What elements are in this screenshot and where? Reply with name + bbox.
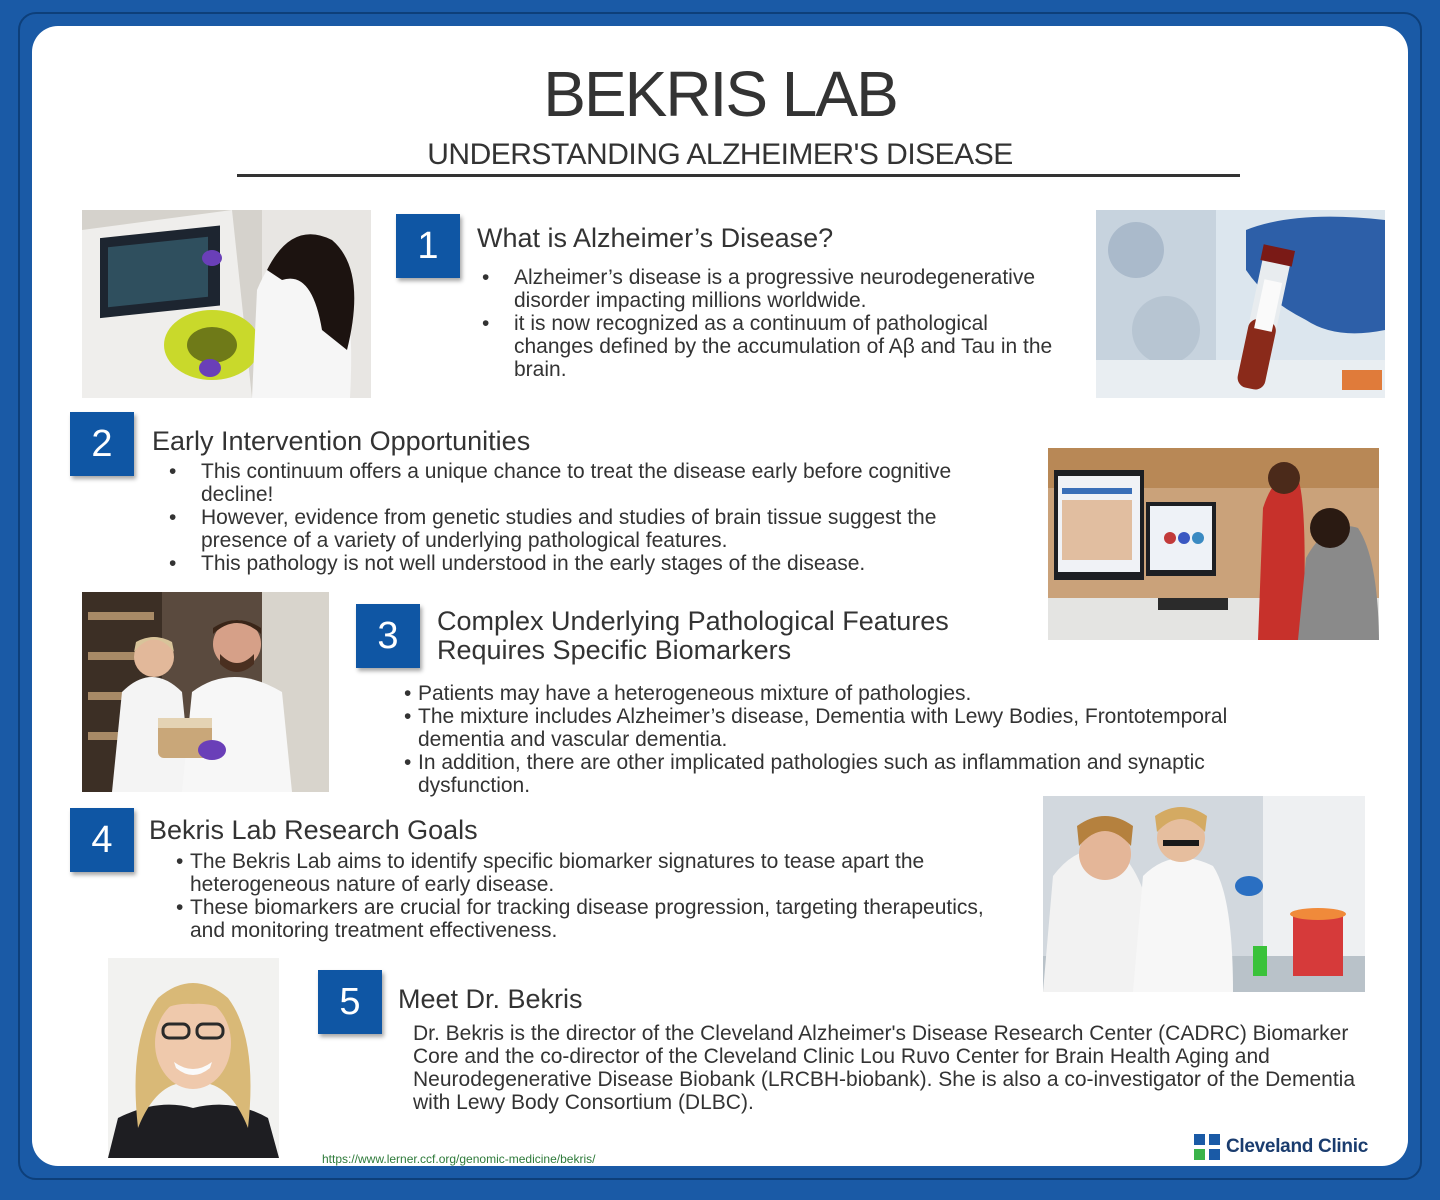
section-1-heading: What is Alzheimer’s Disease? <box>477 223 834 253</box>
page-title: BEKRIS LAB <box>543 58 897 130</box>
page-subtitle: UNDERSTANDING ALZHEIMER'S DISEASE <box>427 138 1013 171</box>
list-item: • The mixture includes Alzheimer’s disease, Dementia with Lewy Bodies, Frontotemporal dementia and vascular dementia. <box>404 705 1304 751</box>
list-item: • These biomarkers are crucial for tracking disease progression, targeting therapeutics, and monitoring treatment effectiveness. <box>176 896 996 942</box>
section-number-5: 5 <box>318 970 382 1034</box>
section-2-bullets <box>169 460 1019 575</box>
section-number-3: 3 <box>356 604 420 668</box>
photo-researcher-instrument <box>82 210 371 398</box>
section-4-heading: Bekris Lab Research Goals <box>149 815 478 845</box>
photo-blood-sample-tube <box>1096 210 1385 398</box>
section-1-bullets <box>482 266 1072 381</box>
section-3-heading-line1: Complex Underlying Pathological Features <box>437 606 949 636</box>
section-5-heading: Meet Dr. Bekris <box>398 984 583 1014</box>
poster-panel <box>32 26 1408 1166</box>
photo-lab-pipetting <box>1043 796 1365 992</box>
list-item: • The Bekris Lab aims to identify specific biomarker signatures to tease apart the heterogeneous nature of early disease. <box>176 850 996 896</box>
photo-portrait-dr-bekris <box>108 958 279 1158</box>
section-3-heading-line2: Requires Specific Biomarkers <box>437 635 792 665</box>
logo-text: Cleveland Clinic <box>1226 1136 1368 1157</box>
section-4-bullets <box>176 850 996 942</box>
cleveland-clinic-logo <box>1194 1134 1368 1160</box>
photo-researchers-with-specimen <box>82 592 329 792</box>
list-item: • This pathology is not well understood in the early stages of the disease. <box>169 552 1019 575</box>
photo-researchers-at-monitors <box>1048 448 1379 640</box>
section-2-heading: Early Intervention Opportunities <box>152 426 531 456</box>
section-5-paragraph: Dr. Bekris is the director of the Cleveland Alzheimer's Disease Research Center (CADRC) Biomarker Core and the co-director of the Cleveland Clinic Lou Ruvo Center for Brain Health Aging and Neurodegenerative Disease Biobank (LRCBH-biobank). She is also a co-investigator of the Dementia with Lewy Body Consortium (DLBC). <box>413 1022 1355 1114</box>
section-3-bullets <box>404 682 1304 797</box>
list-item: • it is now recognized as a continuum of pathological changes defined by the accumulation of Aβ and Tau in the brain. <box>482 312 1072 381</box>
list-item: • This continuum offers a unique chance to treat the disease early before cognitive decline! <box>169 460 1019 506</box>
cleveland-clinic-cross-icon <box>1194 1134 1220 1160</box>
section-number-4: 4 <box>70 808 134 872</box>
list-item: • However, evidence from genetic studies and studies of brain tissue suggest the presence of a variety of underlying pathological features. <box>169 506 1019 552</box>
lab-website-link[interactable]: https://www.lerner.ccf.org/genomic-medicine/bekris/ <box>322 1152 596 1166</box>
list-item: • Patients may have a heterogeneous mixture of pathologies. <box>404 682 1304 705</box>
section-number-2: 2 <box>70 412 134 476</box>
list-item: • Alzheimer’s disease is a progressive neurodegenerative disorder impacting millions worldwide. <box>482 266 1072 312</box>
section-number-1: 1 <box>396 214 460 278</box>
title-divider <box>237 174 1240 177</box>
list-item: • In addition, there are other implicated pathologies such as inflammation and synaptic dysfunction. <box>404 751 1304 797</box>
